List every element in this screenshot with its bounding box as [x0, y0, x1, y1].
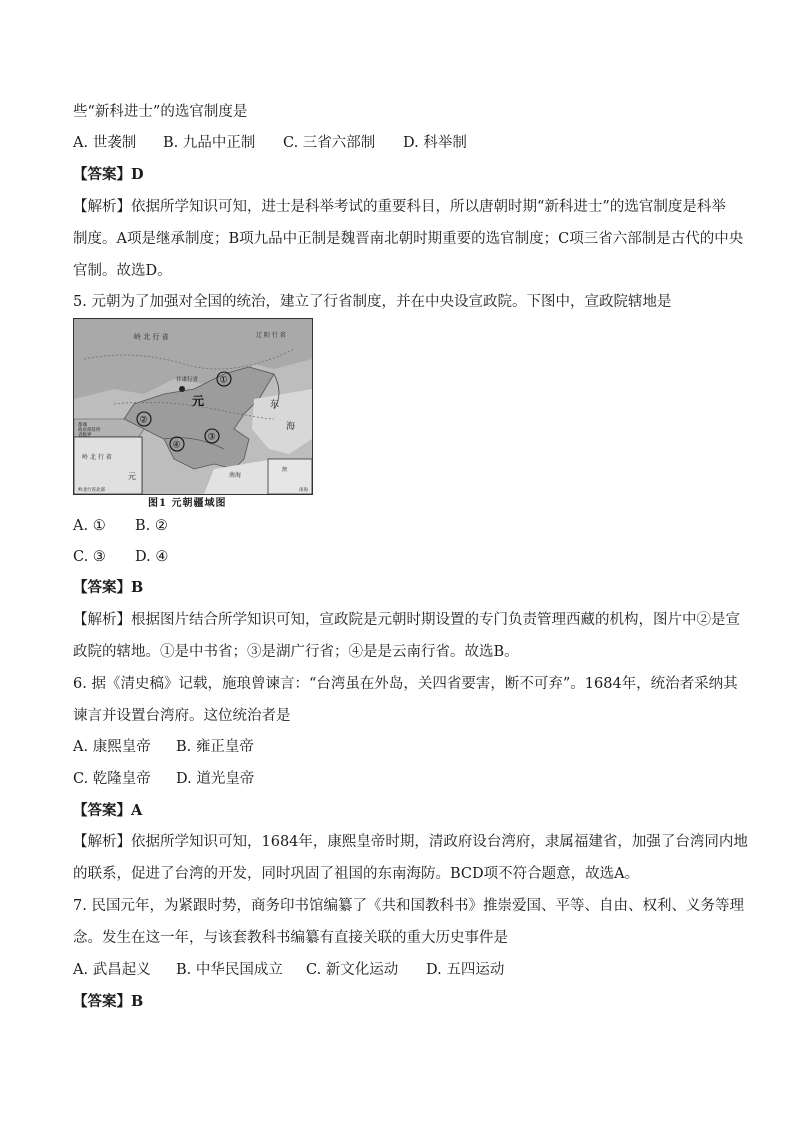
inset-label-yuan: 元: [128, 472, 136, 481]
option-a: A. ①: [73, 518, 106, 534]
option-c: C. 新文化运动: [306, 962, 399, 978]
inset-title: 岭北行省北部: [78, 488, 105, 493]
question-5-stem: 5. 元朝为了加强对全国的统治，建立了行省制度，并在中央设宣政院。下图中，宣政院辖地是: [73, 294, 672, 310]
analysis-text: 制度。A项是继承制度；B项九品中正制是魏晋南北朝时期重要的选官制度；C项三省六部制是古代的中央: [73, 231, 744, 247]
question-6-stem: 谏言并设置台湾府。这位统治者是: [73, 708, 291, 724]
inset2-label: 澳: [282, 467, 288, 473]
option-d: D. 五四运动: [426, 962, 505, 978]
question-6-options-row-2: [73, 769, 733, 789]
option-b: B. 雍正皇帝: [176, 739, 254, 755]
answer-label: 【答案】A: [73, 802, 143, 819]
option-b: B. 九品中正制: [163, 135, 256, 151]
legend-office: 政府部驻所: [78, 428, 101, 433]
question-6-options-row-1: [73, 737, 733, 757]
question-5-options-row-2: [73, 547, 733, 567]
answer-label: 【答案】D: [73, 166, 144, 183]
map-label-yuan: 元: [192, 394, 205, 408]
analysis-text: 的联系，促进了台湾的开发，同时巩固了祖国的东南海防。BCD项不符合题意，故选A。: [73, 866, 640, 882]
analysis-text: 【解析】依据所学知识可知，1684年，康熙皇帝时期，清政府设台湾府，隶属福建省，加强了台湾同内地: [73, 834, 748, 850]
marker-3: ③: [207, 432, 216, 443]
analysis-text: 【解析】依据所学知识可知，进士是科举考试的重要科目，所以唐朝时期“新科进士”的选官制度是科举: [73, 199, 726, 215]
option-d: D. ④: [135, 549, 169, 565]
option-d: D. 道光皇帝: [176, 771, 255, 787]
map-label-nanhai: 南海: [229, 472, 242, 479]
option-a: A. 康熙皇帝: [73, 739, 151, 755]
option-b: B. ②: [135, 518, 168, 534]
legend-boundary: 省级界: [78, 433, 92, 438]
option-c: C. 乾隆皇帝: [73, 771, 151, 787]
question-4-stem-end: 些“新科进士”的选官制度是: [73, 104, 248, 120]
yuan-dynasty-map: [73, 318, 313, 495]
option-c: C. ③: [73, 549, 106, 565]
option-a: A. 武昌起义: [73, 962, 151, 978]
option-b: B. 中华民国成立: [176, 962, 283, 978]
analysis-text: 【解析】根据图片结合所学知识可知，宣政院是元朝时期设置的专门负责管理西藏的机构，图片中②是宣: [73, 612, 740, 628]
option-d: D. 科举制: [403, 135, 467, 151]
map-label-liaoyang: 辽 阳 行 省: [256, 332, 286, 339]
map-graphic: [74, 319, 312, 494]
inset2-title: 南海: [299, 488, 308, 493]
marker-4: ④: [172, 440, 181, 451]
legend-capital: 都城: [78, 423, 87, 428]
marker-1: ①: [219, 375, 228, 386]
inset-label-lingbei: 岭 北 行 省: [82, 454, 112, 461]
question-7-stem: 7. 民国元年，为紧跟时势，商务印书馆编纂了《共和国教科书》推崇爱国、平等、自由、权利、义务等理: [73, 898, 744, 914]
map-label-hai: 海: [286, 422, 296, 432]
question-7-stem: 念。发生在这一年，与该套教科书编纂有直接关联的重大历史事件是: [73, 930, 508, 946]
map-label-lingbei: 岭 北 行 省: [134, 333, 169, 341]
answer-label: 【答案】B: [73, 993, 144, 1010]
option-c: C. 三省六部制: [283, 135, 376, 151]
analysis-text: 政院的辖地。①是中书省；③是湖广行省；④是是云南行省。故选B。: [73, 644, 519, 660]
map-caption: 图1 元朝疆域图: [148, 498, 227, 509]
option-a: A. 世袭制: [73, 135, 137, 151]
map-label-dong: 东: [270, 400, 280, 410]
question-5-options-row-1: [73, 516, 733, 536]
analysis-text: 官制。故选D。: [73, 263, 172, 279]
map-label-gansu: 甘肃行省: [176, 377, 199, 383]
answer-label: 【答案】B: [73, 579, 144, 596]
question-6-stem: 6. 据《清史稿》记载，施琅曾谏言：“台湾虽在外岛，关四省要害，断不可弃”。1684年，统治者采纳其: [73, 676, 738, 692]
question-7-options: [73, 960, 733, 980]
marker-2: ②: [139, 415, 148, 426]
question-4-options: [73, 133, 733, 153]
